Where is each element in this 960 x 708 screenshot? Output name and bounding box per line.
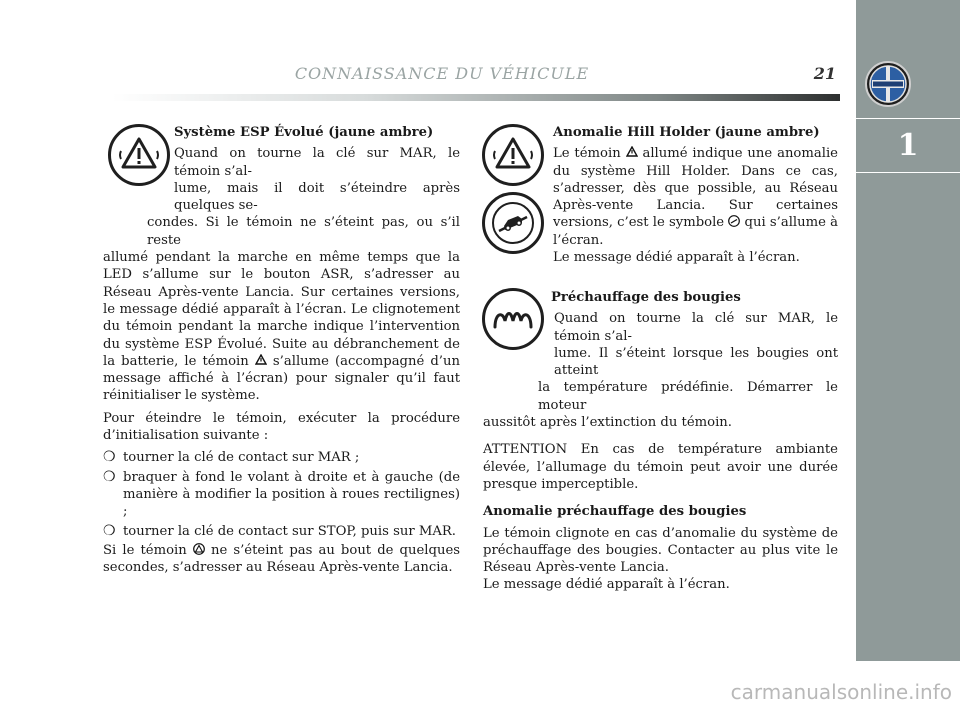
lancia-logo-icon [864, 60, 912, 108]
sidebar-divider [856, 118, 960, 119]
bullet-icon: ❍ [103, 522, 116, 539]
hill-text: allumé indique une anomalie du système Hill Holder. Dans ce cas, s’adresser, dès que possible, au Réseau Après-vente Lancia. Sur certaines versions, c’est le symbole [553, 146, 838, 231]
glow-attention: ATTENTION En cas de température ambiante élevée, l’allumage du témoin peut avoir une durée presque imperceptible. [483, 442, 838, 492]
hill-inline-car-icon [728, 215, 740, 227]
hill-text: qui s’allume à l’écran. [553, 215, 838, 248]
glow-line: Quand on tourne la clé sur MAR, le témoin s’al- [554, 311, 838, 344]
glow-anomaly-heading: Anomalie préchauffage des bougies [483, 504, 747, 520]
right-column-lower [483, 289, 838, 599]
esp-text: ne s’éteint pas au bout de quelques secondes, s’adresser au Réseau Après-vente Lancia. [103, 542, 461, 576]
hill-inline-warning-icon [626, 146, 638, 158]
glow-heading: Préchauffage des bougies [551, 290, 741, 305]
esp-line: Quand on tourne la clé sur MAR, le témoin s’al- [174, 146, 460, 179]
hill-holder-paragraph [483, 145, 838, 266]
esp-text: s’allume (accompagné d’un message affiché à l’écran) pour signaler qu’il faut réinitialiser le système. [103, 353, 460, 404]
chapter-number: 1 [897, 128, 919, 163]
esp-line: lume, mais il doit s’éteindre après quelques se- [174, 180, 460, 214]
esp-line: condes. Si le témoin ne s’éteint pas, ou s’il reste [147, 215, 460, 248]
section-title: CONNAISSANCE DU VÉHICULE [294, 64, 590, 83]
esp-inline-icon [193, 543, 205, 555]
hill-text: Le message dédié apparaît à l’écran. [553, 250, 800, 266]
list-item: ❍ tourner la clé de contact sur MAR ; [103, 449, 360, 466]
glow-line: lume. Il s’éteint lorsque les bougies ont atteint [554, 345, 838, 379]
glow-line: la température prédéfinie. Démarrer le moteur [538, 380, 838, 413]
page-number: 21 [813, 64, 836, 83]
glow-anomaly-paragraph: Le témoin clignote en cas d’anomalie du système de préchauffage des bougies. Contacter au plus vite le Réseau Après-vente Lancia. [483, 525, 838, 576]
esp-heading: Système ESP Évolué (jaune ambre) [174, 125, 434, 140]
hill-holder-heading: Anomalie Hill Holder (jaune ambre) [553, 125, 820, 140]
glow-anomaly-paragraph: Le message dédié apparaît à l’écran. [483, 577, 730, 593]
hill-text: Le témoin [553, 146, 621, 162]
sidebar-divider [856, 172, 960, 173]
list-item: ❍ braquer à fond le volant à droite et à gauche (de manière à modifier la position à roues rectilignes) ; [103, 468, 460, 520]
esp-inline-icon [255, 354, 267, 366]
watermark: carmanualsonline.info [730, 680, 952, 704]
esp-text: Si le témoin [103, 542, 187, 558]
glow-line: aussitôt après l’extinction du témoin. [483, 415, 732, 431]
right-column [483, 124, 838, 271]
esp-text: allumé pendant la marche en même temps que la LED s’allume sur le bouton ASR, s’adresser au Réseau Après-vente Lancia. Sur certaines versions, le message dédié apparaît à l’écran. Le clignotement du témoin pendant la marche indique l’intervention du système ESP Évolué. Suite au débranchement de la batterie, le témoin [103, 250, 460, 369]
bullet-icon: ❍ [103, 449, 116, 466]
esp-procedure-intro: Pour éteindre le témoin, exécuter la procédure d’initialisation suivante : [103, 410, 460, 444]
header-rule [112, 94, 840, 101]
list-item: ❍ tourner la clé de contact sur STOP, puis sur MAR. [103, 522, 456, 539]
left-column [103, 124, 460, 581]
bullet-icon: ❍ [103, 468, 116, 485]
esp-paragraph [103, 249, 460, 405]
esp-final-paragraph [103, 542, 460, 577]
